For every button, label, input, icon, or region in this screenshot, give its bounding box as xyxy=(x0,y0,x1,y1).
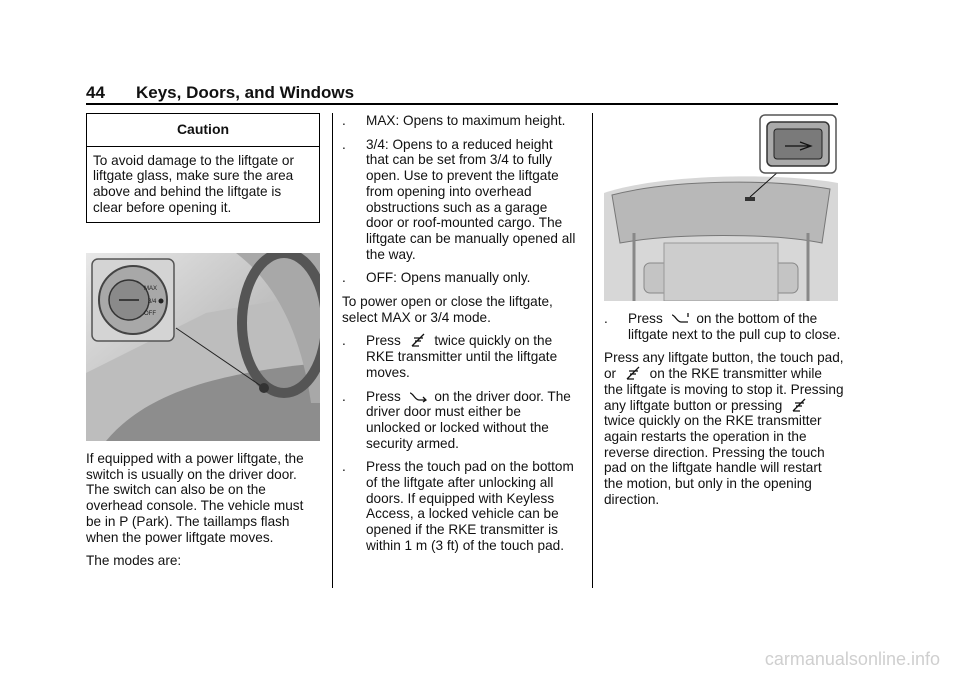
liftgate-door-icon xyxy=(409,389,427,403)
bullet-marker: . xyxy=(342,113,346,128)
door-bullet-post: on the driver door. The driver door must either be unlocked or locked without the security armed. xyxy=(366,388,571,451)
list-item xyxy=(604,311,844,342)
caution-text: To avoid damage to the liftgate or liftgate glass, make sure the area above and behind the liftgate is clear before opening it. xyxy=(93,152,295,215)
close-bullet-pre: Press xyxy=(628,311,663,326)
switch-label-max: MAX xyxy=(144,286,158,292)
switch-label-off: OFF xyxy=(144,311,156,317)
page-number: 44 xyxy=(86,83,105,102)
touchpad-bullet-text: Press the touch pad on the bottom of the liftgate after unlocking all doors. If equipped with Keyless Access, a locked vehicle can be opened if the RKE transmitter is within 1 m (3 ft) of the touch pad. xyxy=(366,459,574,553)
rke-bullet-post: twice quickly on the RKE transmitter until the liftgate moves. xyxy=(366,333,558,380)
close-bullet-post: on the bottom of the liftgate next to the pull cup to close. xyxy=(628,311,841,342)
liftgate-close-icon xyxy=(671,311,689,325)
bullet-marker: . xyxy=(342,333,346,349)
header-rule xyxy=(86,103,838,105)
mode-off-text: OFF: Opens manually only. xyxy=(366,270,531,286)
bullet-marker: . xyxy=(604,311,608,326)
bullet-marker: . xyxy=(342,388,346,404)
caution-box xyxy=(86,113,320,223)
liftgate-rke-icon xyxy=(624,366,642,380)
driver-door-switch-photo xyxy=(86,253,320,441)
column-divider xyxy=(592,113,593,588)
column-3 xyxy=(604,113,844,507)
rke-bullet-pre: Press xyxy=(366,333,401,349)
list-item xyxy=(342,333,578,380)
column-1 xyxy=(86,113,320,569)
page-header xyxy=(86,83,354,103)
mode-three-quarter-text: 3/4: Opens to a reduced height that can be set from 3/4 to fully open. Use to prevent the liftgate from opening into overhead obstructions such as a garage door or roof-mounted cargo. The liftgate can be manually opened all the way. xyxy=(366,136,576,262)
watermark: carmanualsonline.info xyxy=(764,649,940,669)
bullet-marker: . xyxy=(342,270,346,286)
list-item xyxy=(342,389,578,452)
stop-paragraph xyxy=(604,350,844,507)
stop-text-part1: Press any liftgate button, the touch pad, or xyxy=(604,350,844,382)
switch-label-three-quarter: 3/4 xyxy=(148,299,157,305)
column-2 xyxy=(342,113,578,562)
liftgate-rke-icon xyxy=(790,398,808,412)
caution-title: Caution xyxy=(87,114,319,147)
driver-door-illustration xyxy=(86,253,320,441)
section-title: Keys, Doors, and Windows xyxy=(136,83,355,102)
list-item xyxy=(342,113,578,129)
stop-text-part2: on the RKE transmitter while the liftgate is moving to stop it. Pressing any liftgate button or pressing xyxy=(604,366,844,413)
liftgate-rke-icon xyxy=(409,333,427,347)
bullet-marker: . xyxy=(342,136,346,152)
list-item xyxy=(342,137,578,263)
column-divider xyxy=(332,113,333,588)
open-liftgate-illustration xyxy=(604,113,838,301)
open-liftgate-photo xyxy=(604,113,838,301)
modes-intro: The modes are: xyxy=(86,553,182,569)
power-liftgate-paragraph: If equipped with a power liftgate, the switch is usually on the driver door. The switch can also be on the overhead console. The vehicle must be in P (Park). The taillamps flash when the power liftgate moves. xyxy=(86,451,304,545)
stop-text-part3: twice quickly on the RKE transmitter again restarts the operation in the reverse direction. Pressing the touch pad on the liftgate handle will restart the motion, but only in the opening direction. xyxy=(604,413,825,507)
bullet-marker: . xyxy=(342,459,346,475)
list-item xyxy=(342,459,578,553)
power-open-intro: To power open or close the liftgate, select MAX or 3/4 mode. xyxy=(342,294,553,325)
door-bullet-pre: Press xyxy=(366,388,401,404)
mode-max-text: MAX: Opens to maximum height. xyxy=(366,113,566,128)
list-item xyxy=(342,270,578,286)
